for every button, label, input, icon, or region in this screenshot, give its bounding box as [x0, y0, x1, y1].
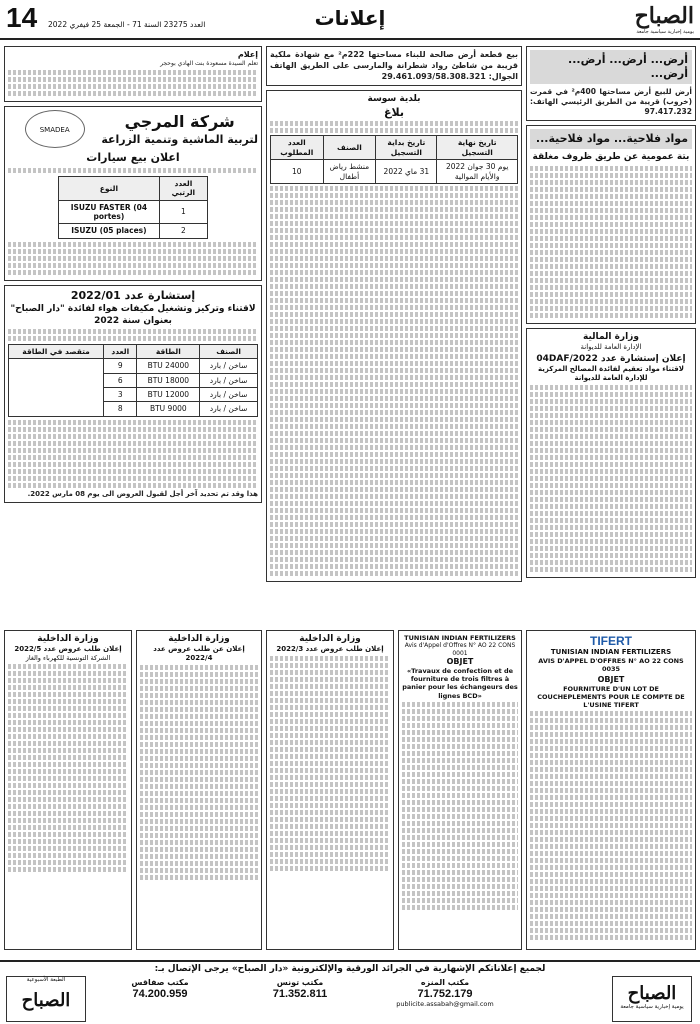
customs-notice-body: [530, 385, 692, 572]
bottom-notice-1-box: [266, 630, 394, 950]
assabah-consult: [4, 285, 262, 504]
notice-left-body: [8, 70, 258, 96]
office-menzah-phone: 71.752.179: [417, 988, 473, 1000]
marji-ad: [4, 106, 262, 281]
footer-logo-right-text: الصباح: [627, 983, 677, 1004]
ac-th-kind: الصنف: [200, 344, 258, 358]
bn1-body: [270, 656, 390, 871]
footer-email[interactable]: publicite.assabah@gmail.com: [396, 1000, 494, 1008]
car-th-type: النوع: [59, 176, 160, 200]
logo-subtitle: يومية إخبارية سياسية جامعة: [636, 29, 694, 35]
page-number: 14: [6, 2, 38, 33]
notice-left-title: إعلام: [237, 50, 258, 59]
ac-td-2-kind: ساخن / بارد: [200, 373, 258, 387]
tifert-mid-objet-text: «Travaux de confection et de fourniture de trois filtres à panier pour les échangeurs des lignes BCD»: [402, 667, 518, 700]
newspaper-logo: [602, 3, 694, 37]
ac-td-3-kind: ساخن / بارد: [200, 388, 258, 402]
tifert-right-objet: OBJET: [597, 675, 625, 684]
sousse-td-start: 31 ماي 2022: [376, 160, 437, 184]
bn1-title: إعلان طلب عروض عدد 2022/3: [276, 645, 384, 654]
land-ad-middle-text: بيع قطعة أرض صالحة للبناء مساحتها 222م² مع شهادة ملكية قريبة من شاطئ رواد شطرانة والمارسى على الطريق الهاتف الجوال: 29.461.093/58.308.321: [270, 50, 518, 81]
sousse-td-end: يوم 30 جوان 2022 والأيام الموالية: [437, 160, 518, 184]
footer-logo-left-sub: الطبعة الأسبوعية: [26, 977, 66, 983]
marji-notice: اعلان بيع سيارات: [86, 151, 180, 165]
tifert-mid-title: TUNISIAN INDIAN FERTILIZERS: [404, 634, 516, 642]
tifert-right-body: [530, 711, 692, 940]
bn1-ministry: وزارة الداخلية: [299, 634, 361, 644]
customs-ministry-sub: الإدارة العامة للديوانة: [580, 343, 642, 352]
tifert-mid-sub: Avis d'Appel d'Offres N° AO 22 CONS 0001: [404, 642, 516, 657]
car-td-1-type: ISUZU FASTER (04 portes): [59, 200, 160, 224]
smadea-logo: SMADEA: [25, 110, 85, 148]
ac-table: [8, 344, 258, 417]
car-td-1-order: 1: [159, 200, 207, 224]
ac-td-2-cap: 18000 BTU: [137, 373, 200, 387]
marji-body: [8, 242, 258, 275]
ac-td-3-count: 3: [104, 388, 137, 402]
ac-td-3-cap: 12000 BTU: [137, 388, 200, 402]
tifert-right-box: [526, 630, 696, 950]
bottom-notice-2-box: [136, 630, 262, 950]
bn3-body: [8, 664, 128, 872]
ac-th-cap: الطاقة: [137, 344, 200, 358]
bn2-body: [140, 665, 258, 880]
bn3-ministry: وزارة الداخلية: [37, 634, 99, 644]
issue-line: العدد 23275 السنة 71 - الجمعة 25 فيفري 2022: [48, 20, 206, 29]
marji-head: [8, 110, 258, 148]
sousse-table: [270, 135, 518, 184]
land-ad-text: أرض للبيع أرض مساحتها 400م² في قمرت (خروب) قريبة من الطريق الرئيسي الهاتف: 97.417.232: [530, 86, 692, 116]
consult-intro: [8, 329, 258, 341]
customs-notice-subtitle: لاقتناء مواد تعقيم لفائدة المصالح المركزية للإدارة العامة للديوانة: [538, 365, 684, 382]
customs-notice: [526, 328, 696, 578]
office-sfax-phone: 74.200.959: [132, 988, 188, 1000]
car-td-2-type: ISUZU (05 places): [59, 224, 160, 238]
footer-logo-left: [6, 976, 86, 1022]
office-tunis-name: مكتب تونس: [276, 978, 324, 987]
ac-td-4-cap: 9000 BTU: [137, 402, 200, 416]
ac-td-type: [9, 359, 104, 417]
marji-intro: [8, 168, 258, 173]
sousse-td-count: 10: [271, 160, 324, 184]
section-title: إعلانات: [314, 6, 386, 30]
sousse-th-2: تاريخ بداية التسجيل: [376, 136, 437, 160]
land-ad-title: أرض... أرض... أرض... أرض...: [530, 50, 692, 84]
tifert-mid-notice: [398, 630, 522, 955]
notice-left-top: [4, 46, 262, 102]
land-ad-right: [526, 46, 696, 121]
bottom-notice-3: [4, 630, 132, 955]
sousse-notice: [266, 90, 522, 582]
sousse-notice-title: بلاغ: [384, 105, 404, 119]
ac-th-count: العدد: [104, 344, 137, 358]
agri-ad-title: مواد فلاحية... مواد فلاحية...: [530, 129, 692, 149]
bn3-company: الشركة التونسية للكهرباء والغاز: [25, 654, 111, 662]
left-column: [4, 46, 262, 626]
ac-td-1-cap: 24000 BTU: [137, 359, 200, 373]
tifert-right-title: TUNISIAN INDIAN FERTILIZERS: [550, 648, 672, 656]
marji-company: شركة المرجي: [124, 111, 235, 131]
sousse-intro: [270, 121, 518, 133]
customs-notice-title: إعلان إستشارة عدد 04DAF/2022: [536, 353, 686, 364]
tifert-mid-body: [402, 702, 518, 910]
ac-td-1-count: 9: [104, 359, 137, 373]
office-menzah: [380, 978, 510, 1008]
consult-body: [8, 420, 258, 488]
customs-ministry: وزارة المالية: [583, 331, 639, 342]
sousse-th-1: تاريخ نهاية التسجيل: [437, 136, 518, 160]
footer-logo-right: [612, 976, 692, 1022]
car-th-order: العدد الرتبي: [159, 176, 207, 200]
tifert-logo-right: TIFERT: [590, 634, 632, 648]
ac-td-4-kind: ساخن / بارد: [200, 402, 258, 416]
footer-title: لجميع إعلاناتكم الإشهارية في الجرائد الورقية والإلكترونية «دار الصباح» يرجى الإتصال بـ:: [154, 964, 546, 974]
page-footer: [0, 960, 700, 1024]
agri-ad-subtitle: بتة عمومية عن طريق ظروف مغلقة: [532, 151, 690, 162]
car-td-2-order: 2: [159, 224, 207, 238]
logo-text: الصباح: [634, 3, 694, 29]
bottom-notice-1: [266, 630, 394, 955]
bn3-title: إعلان طلب عروض عدد 2022/5: [14, 645, 122, 654]
consult-subtitle: لاقتناء وتركيز وتشغيل مكيفات هواء لفائدة "دار الصباح" بعنوان سنة 2022: [10, 304, 256, 326]
bn2-ministry: وزارة الداخلية: [168, 634, 230, 644]
marji-company-sub: لتربية الماشية وتنمية الزراعة: [101, 132, 258, 146]
agri-ad-body: [530, 166, 692, 318]
office-tunis-phone: 71.352.811: [272, 988, 328, 1000]
office-sfax: [100, 978, 220, 1000]
right-column: [526, 46, 696, 626]
sousse-commune: بلدية سوسة: [367, 94, 421, 105]
sousse-td-kind: منشط رياض أطفال: [323, 160, 376, 184]
bn2-title: إعلان عن طلب عروض عدد 2022/4: [153, 645, 245, 662]
consult-deadline: هذا وقد تم تحديد آخر أجل لقبول العروض الى يوم 08 مارس 2022.: [27, 489, 258, 498]
land-ad-middle: [266, 46, 522, 86]
notice-left-text: تعلم السيدة مسعودة بنت الهادي بوحجر: [160, 60, 258, 67]
sousse-body: [270, 186, 518, 576]
sousse-th-4: العدد المطلوب: [271, 136, 324, 160]
office-sfax-name: مكتب صفاقس: [131, 978, 189, 987]
tifert-mid-box: [398, 630, 522, 950]
car-table: [58, 176, 208, 239]
sousse-th-3: الصنف: [323, 136, 376, 160]
ac-td-1-kind: ساخن / بارد: [200, 359, 258, 373]
page-header: [0, 0, 700, 40]
office-tunis: [240, 978, 360, 1000]
ac-td-4-count: 8: [104, 402, 137, 416]
middle-column: [266, 46, 522, 626]
ac-td-2-count: 6: [104, 373, 137, 387]
tifert-right-notice: [526, 630, 696, 955]
marji-name-block: [101, 112, 258, 147]
footer-logo-left-text: الصباح: [21, 989, 71, 1011]
office-menzah-name: مكتب المنزه: [420, 978, 470, 987]
tifert-right-sub: AVIS D'APPEL D'OFFRES N° AO 22 CONS 0035: [538, 656, 684, 673]
agri-ad: [526, 125, 696, 324]
tifert-right-objet-text: FOURNITURE D'UN LOT DE COUCHEPLEMENTS POUR LE COMPTE DE L'USINE TIFERT: [537, 685, 685, 710]
consult-title: إستشارة عدد 2022/01: [70, 288, 196, 302]
bottom-notice-2: [136, 630, 262, 955]
ac-th-type: متقصد في الطاقة: [9, 344, 104, 358]
footer-logo-right-sub: يومية إخبارية سياسية جامعة: [620, 1004, 684, 1010]
tifert-mid-objet: OBJET: [446, 657, 474, 667]
bottom-notice-3-box: [4, 630, 132, 950]
